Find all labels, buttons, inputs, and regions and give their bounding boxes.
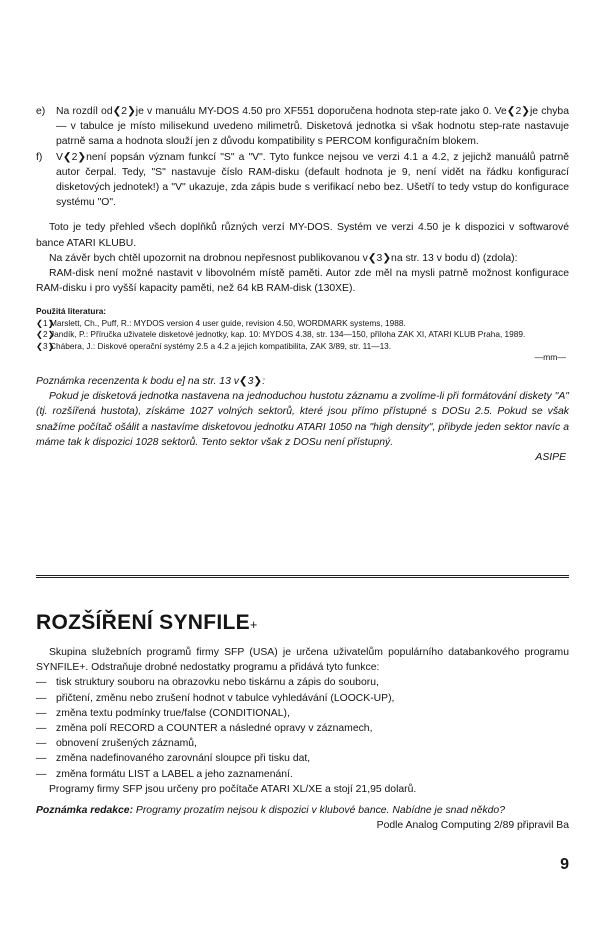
- correction-paragraph: Na závěr bych chtěl upozornit na drobnou nepřesnost publikovanou v❮3❯na str. 13 v bodu d) (zdola):: [49, 252, 518, 264]
- bullet-dash: —: [36, 768, 47, 780]
- bullet-dash: —: [36, 723, 47, 735]
- review-text: Pokud je disketová jednotka nastavena na jednoduchou hustotu záznamu a zvolíme-li při formátování diskety "A" (tj. rozšířená hustota), získáme 1027 volných sektorů, které jsou přímo přístupné s DOSu 2.5. Pokud se však snažíme počítač ošálit a nastavíme disketovou jednotku ATARI 1050 na "high density", přibyde jeden sektor navíc a máme tak k dispozici 1028 sektorů. Tento sektor však z DOSu není přístupný.: [36, 391, 569, 448]
- feature-item: [36, 767, 569, 782]
- feature-item: [36, 736, 569, 751]
- review-signature: ASIPE: [535, 451, 566, 463]
- bullet-dash: —: [36, 738, 47, 750]
- editor-note-text: Programy prozatím nejsou k dispozici v klubové bance. Nabídne je snad někdo?: [133, 805, 505, 817]
- feature-item: [36, 751, 569, 766]
- note-item-e: [36, 104, 569, 150]
- feature-text: změna textu podmínky true/false (CONDITIONAL),: [56, 707, 290, 719]
- feature-text: změna polí RECORD a COUNTER a následné opravy v záznamech,: [56, 723, 373, 735]
- literature-text: Jandík, P.: Příručka uživatele disketové jednotky, kap. 10: MYDOS 4.38, str. 134—150, příloha ZAK XI, ATARI KLUB Praha, 1989.: [50, 329, 526, 340]
- mydos-notes-section: [36, 104, 569, 465]
- bullet-dash: —: [36, 692, 47, 704]
- literature-item: [36, 329, 569, 341]
- literature-marker: ❮3❯: [36, 340, 55, 351]
- feature-text: tisk struktury souboru na obrazovku nebo tiskárnu a zápis do souboru,: [56, 677, 379, 689]
- feature-item: [36, 721, 569, 736]
- bullet-dash: —: [36, 677, 47, 689]
- author-signature: —mm—: [534, 352, 566, 363]
- feature-text: změna formátu LIST a LABEL a jeho zaznamenání.: [56, 768, 293, 780]
- item-text: Na rozdíl od❮2❯je v manuálu MY-DOS 4.50 pro XF551 doporučena hodnota step-rate jako 0. Ve❮2❯je chyba — v tabulce je místo milisekund uvedeno milimetrů. Disketová jednotka si však hodnotu step-rate nastavuje patrně sama a hodnota slouží jen z důvodu kompatibility s PERCOM konfiguračním blokem.: [56, 106, 569, 148]
- feature-text: změna nadefinovaného zarovnání sloupce při tisku dat,: [56, 753, 311, 765]
- editor-note: [36, 803, 569, 818]
- item-marker: f): [36, 151, 43, 163]
- source-credit: Podle Analog Computing 2/89 připravil Ba: [376, 820, 569, 832]
- literature-heading: Použitá literatura:: [36, 306, 107, 317]
- summary-paragraph: Toto je tedy přehled všech doplňků různých verzí MY-DOS. Systém ve verzi 4.50 je k dispozici v softwarové bance ATARI KLUBU.: [36, 222, 569, 249]
- feature-item: [36, 691, 569, 706]
- literature-item: [36, 318, 569, 330]
- feature-text: obnovení zrušených záznamů,: [56, 738, 197, 750]
- section-title: [36, 611, 569, 637]
- literature-marker: ❮1❯: [36, 317, 55, 328]
- bullet-dash: —: [36, 753, 47, 765]
- review-heading: Poznámka recenzenta k bodu e] na str. 13 v❮3❯:: [36, 375, 266, 387]
- section-divider: [36, 575, 569, 578]
- item-marker: e): [36, 106, 46, 117]
- bullet-dash: —: [36, 707, 47, 719]
- synfile-section: [36, 611, 569, 833]
- editor-note-label: Poznámka redakce:: [36, 805, 134, 817]
- synfile-intro: Skupina služebních programů firmy SFP (USA) je určena uživatelům populárního databankového programu SYNFILE+. Odstraňuje drobné nedostatky programu a přidává tyto funkce:: [36, 647, 569, 674]
- feature-text: přičtení, změnu nebo zrušení hodnot v tabulce vyhledávání (LOOCK-UP),: [56, 692, 395, 704]
- literature-text: Marslett, Ch., Puff, R.: MYDOS version 4 user guide, revision 4.50, WORDMARK systems, 1988.: [50, 317, 406, 328]
- ramdisk-paragraph: RAM-disk není možné nastavit v libovolném místě paměti. Autor zde měl na mysli patrně možnost konfigurace RAM-disku i pro vyšší kapacity paměti, než 64 kB RAM-disk (130XE).: [36, 268, 569, 295]
- title-plus: +: [249, 618, 258, 632]
- note-item-f: [36, 150, 569, 211]
- feature-item: [36, 675, 569, 690]
- literature-item: [36, 341, 569, 353]
- page-number: 9: [560, 856, 569, 873]
- item-text: V❮2❯není popsán význam funkcí "S" a "V". Tyto funkce nejsou ve verzi 4.1 a 4.2, z jejichž manuálů patrně autor čerpal. Tedy, "S" nastavuje číslo RAM-disku (default hodnota je 9, není vidět na řádku konfigurací disketových jednotek!) a "V" ukazuje, zda zápis bude s verifikací nebo bez. Ušetří to tedy vstup do konfigurace systému "O".: [56, 151, 569, 209]
- literature-text: Chábera, J.: Diskové operační systémy 2.5 a 4.2 a jejich kompatibilita, ZAK 3/89, str. 11—13.: [50, 340, 392, 351]
- title-text: ROZŠÍŘENÍ SYNFILE: [36, 611, 250, 634]
- literature-marker: ❮2❯: [36, 329, 55, 340]
- feature-item: [36, 706, 569, 721]
- synfile-closing: Programy firmy SFP jsou určeny pro počítače ATARI XL/XE a stojí 21,95 dolarů.: [49, 783, 417, 795]
